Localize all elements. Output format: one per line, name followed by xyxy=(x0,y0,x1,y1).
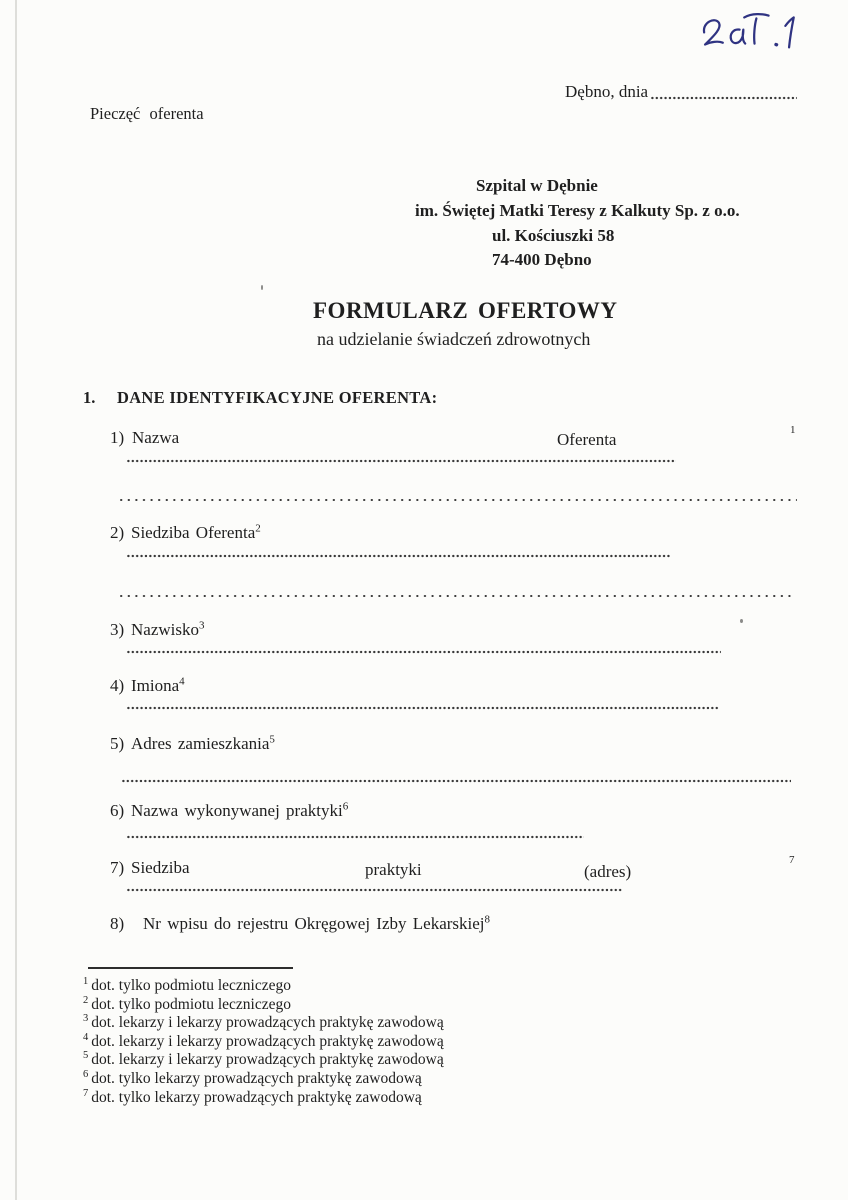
footnote-ref: 8 xyxy=(484,913,491,926)
footnote-text: dot. tylko podmiotu leczniczego xyxy=(91,977,291,994)
field-number: 2) xyxy=(110,523,125,542)
footnote-ref: 4 xyxy=(179,675,185,688)
field-label: Nazwa xyxy=(132,428,180,447)
form-title-word-1: FORMULARZ xyxy=(313,298,469,323)
field-label: Nazwisko$^3$ xyxy=(131,619,205,639)
field-number: 4) xyxy=(110,676,125,695)
footnote-number: 7 xyxy=(83,1087,89,1099)
field-label: Adres zamieszkania$^5$ xyxy=(131,733,275,753)
footnote-number: 3 xyxy=(83,1012,89,1024)
footnote-text: dot. lekarzy i lekarzy prowadzących praktykę zawodową xyxy=(91,1051,444,1068)
scan-speck xyxy=(740,619,743,623)
footnote-item xyxy=(83,977,291,995)
date-fill-line xyxy=(651,96,797,100)
handwriting-ink-icon xyxy=(692,6,804,56)
field-label: Imiona$^4$ xyxy=(131,675,185,695)
field-number: 5) xyxy=(110,734,125,753)
fill-line xyxy=(127,835,584,839)
footnote-ref: 6 xyxy=(342,800,349,813)
fill-line xyxy=(127,554,671,558)
field-label-mid: praktyki xyxy=(365,860,422,879)
section-heading: DANE IDENTYFIKACYJNE OFERENTA: xyxy=(117,388,438,407)
field-label: Nazwa wykonywanej praktyki$^6$ xyxy=(131,800,349,820)
footnote-number: 1 xyxy=(83,975,89,987)
footnote-item xyxy=(83,1051,444,1069)
fill-line xyxy=(120,498,797,502)
footnote-item xyxy=(83,996,291,1014)
footnote-text: dot. lekarzy i lekarzy prowadzących praktykę zawodową xyxy=(91,1014,444,1031)
footnote-ref: 3 xyxy=(198,619,205,632)
form-title-word-2: OFERTOWY xyxy=(478,298,618,323)
field-label-right: (adres) xyxy=(584,862,632,881)
scan-speck xyxy=(261,285,263,290)
footnote-item xyxy=(83,1089,422,1107)
footnote-number: 6 xyxy=(83,1068,89,1080)
footnote-number: 5 xyxy=(83,1049,89,1061)
section-number: 1. xyxy=(83,388,96,407)
fill-line xyxy=(127,650,721,654)
field-label: Siedziba xyxy=(131,858,190,877)
footnote-text: dot. lekarzy i lekarzy prowadzących praktykę zawodową xyxy=(91,1033,444,1050)
field-number: 7) xyxy=(110,858,125,877)
footnote-number: 2 xyxy=(83,994,89,1006)
handwritten-annotation xyxy=(692,6,804,61)
fill-line xyxy=(120,594,792,598)
footnote-item xyxy=(83,1014,444,1032)
fill-line xyxy=(127,706,719,710)
fill-line xyxy=(122,779,791,783)
recipient-line-1: Szpital w Dębnie xyxy=(476,176,598,195)
scan-edge-artifact xyxy=(15,0,17,1200)
footnote-text: dot. tylko podmiotu leczniczego xyxy=(91,996,291,1013)
field-number: 6) xyxy=(110,801,125,820)
footnote-number: 4 xyxy=(83,1031,89,1043)
footnote-ref: 5 xyxy=(269,733,275,746)
recipient-line-4: 74-400 Dębno xyxy=(492,250,592,269)
date-label: Dębno, dnia xyxy=(565,82,649,101)
footnote-separator xyxy=(88,967,293,969)
fill-line xyxy=(127,888,623,892)
field-label: Siedziba Oferenta$^2$ xyxy=(131,522,261,542)
field-number: 3) xyxy=(110,620,125,639)
footnote-item xyxy=(83,1070,422,1088)
field-label: Nr wpisu do rejestru Okręgowej Izby Lekarskiej$^8$ xyxy=(143,913,491,933)
recipient-line-3: ul. Kościuszki 58 xyxy=(492,226,615,245)
field-number: 1) xyxy=(110,428,125,447)
fill-line xyxy=(127,459,676,463)
field-number: 8) xyxy=(110,914,125,933)
form-subtitle: na udzielanie świadczeń zdrowotnych xyxy=(317,329,591,349)
scanned-form-page: Dębno, dnia Pieczęć oferenta Szpital w Dębnie im. Świętej Matki Teresy z Kalkuty Sp. z o.o. ul. Kościuszki 58 74-400 Dębno FORMULARZ OFERTOWY na udzielanie świadczeń zdrowotnych 1. DANE IDENTYFIKACYJNE OFERENTA: 1) Nazwa Oferenta 1 2) Siedziba Oferenta$^2$ 3) Nazwisko$^3$ 4) Imiona$^4$ 5) Adres zamieszkania$^5$ 6) Nazwa wykonywanej praktyki$^6$ 7) Siedziba praktyki (adres) 7 8) Nr wpisu do rejestru Okręgowej Izby Lekarskiej$^8$ $^1$ dot. tylko podmiotu leczniczego $^2$ dot. tylko podmiotu leczniczego $^3$ dot. lekarzy i lekarzy prowadzących praktykę zawodową $^4$ dot. lekarzy i lekarzy prowadzących praktykę zawodową $^5$ dot. lekarzy i lekarzy prowadzących praktykę zawodową $^6$ dot. tylko lekarzy prowadzących praktykę zawodową $^7$ dot. tylko lekarzy prowadzących praktykę zawodową xyxy=(0,0,848,1200)
recipient-line-2: im. Świętej Matki Teresy z Kalkuty Sp. z o.o. xyxy=(415,201,740,220)
footnote-text: dot. tylko lekarzy prowadzących praktykę zawodową xyxy=(91,1070,422,1087)
stamp-label: Pieczęć oferenta xyxy=(90,104,204,123)
footnote-ref: 2 xyxy=(255,522,261,535)
field-label-mid: Oferenta xyxy=(557,430,617,449)
footnote-item xyxy=(83,1033,444,1051)
footnote-text: dot. tylko lekarzy prowadzących praktykę zawodową xyxy=(91,1089,422,1106)
